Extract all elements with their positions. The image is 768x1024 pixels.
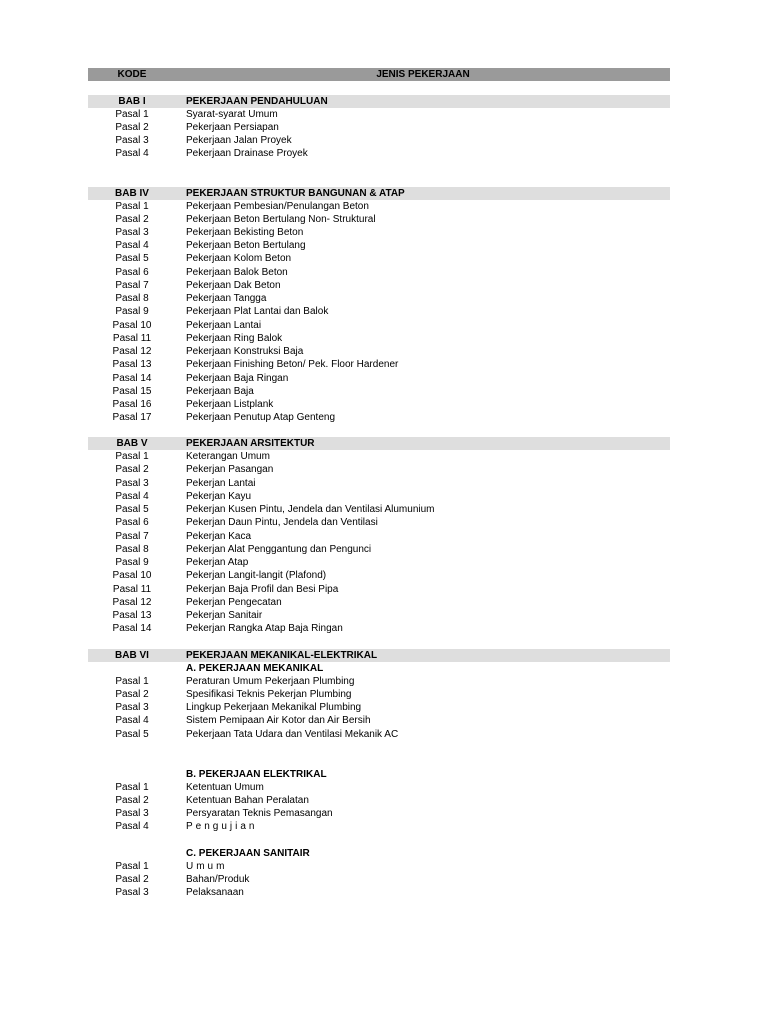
row-jenis-pekerjaan: Pekerjan Atap: [186, 557, 249, 568]
row-jenis-pekerjaan: PEKERJAAN PENDAHULUAN: [186, 96, 328, 107]
row-kode: BAB VI: [115, 650, 149, 661]
row-jenis-pekerjaan: Persyaratan Teknis Pemasangan: [186, 808, 333, 819]
header-jenis-pekerjaan: JENIS PEKERJAAN: [376, 69, 470, 80]
row-jenis-pekerjaan: Pekerjaan Tangga: [186, 293, 267, 304]
bab-row: [88, 437, 670, 450]
row-jenis-pekerjaan: PEKERJAAN ARSITEKTUR: [186, 438, 315, 449]
row-jenis-pekerjaan: Pekerjaan Dak Beton: [186, 280, 281, 291]
row-jenis-pekerjaan: Pekerjan Pengecatan: [186, 597, 282, 608]
table-row: [88, 305, 670, 318]
table-row: [88, 820, 670, 833]
table-row: [88, 556, 670, 569]
table-row: [88, 147, 670, 160]
row-jenis-pekerjaan: Pekerjan Kayu: [186, 491, 252, 502]
row-jenis-pekerjaan: Pekerjaan Baja Ringan: [186, 373, 289, 384]
table-row: [88, 503, 670, 516]
table-row: [88, 372, 670, 385]
row-jenis-pekerjaan: Keterangan Umum: [186, 451, 270, 462]
row-jenis-pekerjaan: Pekerjaan Bekisting Beton: [186, 227, 304, 238]
table-row: [88, 319, 670, 332]
row-jenis-pekerjaan: Pekerjaan Jalan Proyek: [186, 135, 292, 146]
row-jenis-pekerjaan: Pekerjaan Baja: [186, 386, 254, 397]
table-row: [88, 450, 670, 463]
row-jenis-pekerjaan: Pekerjan Pasangan: [186, 464, 274, 475]
table-row: [88, 226, 670, 239]
table-row: [88, 714, 670, 727]
row-jenis-pekerjaan: A. PEKERJAAN MEKANIKAL: [186, 663, 324, 674]
row-kode: Pasal 4: [115, 491, 149, 502]
row-kode: Pasal 3: [115, 227, 149, 238]
row-jenis-pekerjaan: Pekerjan Kusen Pintu, Jendela dan Ventilasi Alumunium: [186, 504, 435, 515]
row-jenis-pekerjaan: Pekerjaan Listplank: [186, 399, 274, 410]
table-row: [88, 332, 670, 345]
row-kode: Pasal 12: [112, 346, 152, 357]
table-row: [88, 701, 670, 714]
row-kode: Pasal 5: [115, 253, 149, 264]
row-jenis-pekerjaan: Pekerjaan Balok Beton: [186, 267, 288, 278]
row-jenis-pekerjaan: Pekerjaan Tata Udara dan Ventilasi Mekanik AC: [186, 729, 399, 740]
row-kode: Pasal 4: [115, 148, 149, 159]
row-jenis-pekerjaan: Pekerjan Daun Pintu, Jendela dan Ventilasi: [186, 517, 378, 528]
table-row: [88, 266, 670, 279]
row-kode: Pasal 1: [115, 676, 149, 687]
table-row: [88, 543, 670, 556]
row-kode: BAB V: [116, 438, 148, 449]
table-row: [88, 200, 670, 213]
row-kode: Pasal 8: [115, 544, 149, 555]
row-kode: Pasal 2: [115, 795, 149, 806]
row-jenis-pekerjaan: Pekerjaan Pembesian/Penulangan Beton: [186, 201, 369, 212]
table-row: [88, 477, 670, 490]
row-kode: Pasal 4: [115, 715, 149, 726]
row-jenis-pekerjaan: Pekerjaan Beton Bertulang Non- Struktural: [186, 214, 376, 225]
table-row: [88, 781, 670, 794]
row-jenis-pekerjaan: Pekerjaan Persiapan: [186, 122, 279, 133]
row-jenis-pekerjaan: Umum: [186, 861, 228, 872]
row-kode: Pasal 7: [115, 280, 149, 291]
row-kode: Pasal 11: [112, 584, 152, 595]
table-row: [88, 688, 670, 701]
row-jenis-pekerjaan: Pengujian: [186, 821, 258, 832]
row-kode: Pasal 12: [112, 597, 152, 608]
row-jenis-pekerjaan: Pekerjan Alat Penggantung dan Pengunci: [186, 544, 372, 555]
row-kode: Pasal 7: [115, 531, 149, 542]
table-row: [88, 398, 670, 411]
table-row: [88, 807, 670, 820]
row-kode: Pasal 9: [115, 306, 149, 317]
bab-row: [88, 95, 670, 108]
row-jenis-pekerjaan: Ketentuan Bahan Peralatan: [186, 795, 309, 806]
row-kode: Pasal 14: [112, 623, 152, 634]
row-kode: Pasal 5: [115, 729, 149, 740]
row-kode: BAB I: [118, 96, 146, 107]
table-row: [88, 886, 670, 899]
row-kode: Pasal 2: [115, 874, 149, 885]
row-kode: Pasal 1: [115, 201, 149, 212]
row-jenis-pekerjaan: Pelaksanaan: [186, 887, 244, 898]
row-jenis-pekerjaan: Pekerjan Baja Profil dan Besi Pipa: [186, 584, 339, 595]
table-row: [88, 530, 670, 543]
row-kode: Pasal 6: [115, 517, 149, 528]
table-row: [88, 873, 670, 886]
row-kode: Pasal 1: [115, 451, 149, 462]
row-jenis-pekerjaan: Pekerjan Langit-langit (Plafond): [186, 570, 327, 581]
row-jenis-pekerjaan: Bahan/Produk: [186, 874, 250, 885]
table-row: [88, 385, 670, 398]
table-row: [88, 860, 670, 873]
table-row: [88, 728, 670, 741]
row-kode: Pasal 6: [115, 267, 149, 278]
table-row: [88, 213, 670, 226]
row-kode: Pasal 3: [115, 887, 149, 898]
row-kode: Pasal 4: [115, 821, 149, 832]
table-row: [88, 292, 670, 305]
row-kode: Pasal 2: [115, 689, 149, 700]
row-kode: Pasal 3: [115, 702, 149, 713]
row-kode: Pasal 1: [115, 109, 149, 120]
row-jenis-pekerjaan: Pekerjaan Finishing Beton/ Pek. Floor Hardener: [186, 359, 399, 370]
row-kode: Pasal 4: [115, 240, 149, 251]
row-kode: Pasal 2: [115, 122, 149, 133]
row-jenis-pekerjaan: Sistem Pemipaan Air Kotor dan Air Bersih: [186, 715, 371, 726]
row-kode: Pasal 8: [115, 293, 149, 304]
row-jenis-pekerjaan: Pekerjan Kaca: [186, 531, 252, 542]
table-header: [88, 68, 670, 81]
row-jenis-pekerjaan: Pekerjaan Konstruksi Baja: [186, 346, 304, 357]
row-jenis-pekerjaan: Pekerjaan Penutup Atap Genteng: [186, 412, 336, 423]
table-row: [88, 463, 670, 476]
row-kode: Pasal 15: [112, 386, 152, 397]
row-jenis-pekerjaan: Pekerjaan Beton Bertulang: [186, 240, 306, 251]
row-jenis-pekerjaan: B. PEKERJAAN ELEKTRIKAL: [186, 769, 327, 780]
header-kode: KODE: [117, 69, 147, 80]
row-kode: Pasal 1: [115, 782, 149, 793]
row-jenis-pekerjaan: Ketentuan Umum: [186, 782, 264, 793]
row-kode: Pasal 3: [115, 478, 149, 489]
row-jenis-pekerjaan: Syarat-syarat Umum: [186, 109, 278, 120]
section-subheading: [88, 662, 670, 675]
table-row: [88, 239, 670, 252]
row-jenis-pekerjaan: C. PEKERJAAN SANITAIR: [186, 848, 310, 859]
row-jenis-pekerjaan: Pekerjaan Lantai: [186, 320, 262, 331]
table-row: [88, 609, 670, 622]
table-row: [88, 108, 670, 121]
row-kode: Pasal 14: [112, 373, 152, 384]
row-jenis-pekerjaan: PEKERJAAN MEKANIKAL-ELEKTRIKAL: [186, 650, 378, 661]
row-kode: Pasal 2: [115, 464, 149, 475]
row-kode: Pasal 16: [112, 399, 152, 410]
row-jenis-pekerjaan: Pekerjaan Ring Balok: [186, 333, 283, 344]
table-row: [88, 252, 670, 265]
row-kode: Pasal 10: [112, 320, 152, 331]
row-kode: Pasal 1: [115, 861, 149, 872]
row-kode: Pasal 11: [112, 333, 152, 344]
row-jenis-pekerjaan: Pekerjan Rangka Atap Baja Ringan: [186, 623, 343, 634]
row-kode: Pasal 5: [115, 504, 149, 515]
row-kode: Pasal 13: [112, 359, 152, 370]
row-kode: Pasal 2: [115, 214, 149, 225]
bab-row: [88, 649, 670, 662]
row-jenis-pekerjaan: Pekerjaan Drainase Proyek: [186, 148, 308, 159]
row-kode: Pasal 17: [112, 412, 152, 423]
row-jenis-pekerjaan: Peraturan Umum Pekerjaan Plumbing: [186, 676, 355, 687]
row-kode: Pasal 13: [112, 610, 152, 621]
table-row: [88, 622, 670, 635]
table-row: [88, 516, 670, 529]
table-row: [88, 583, 670, 596]
table-row: [88, 121, 670, 134]
row-jenis-pekerjaan: Pekerjan Sanitair: [186, 610, 263, 621]
table-row: [88, 596, 670, 609]
table-row: [88, 279, 670, 292]
row-jenis-pekerjaan: Spesifikasi Teknis Pekerjan Plumbing: [186, 689, 352, 700]
row-jenis-pekerjaan: Pekerjan Lantai: [186, 478, 256, 489]
row-jenis-pekerjaan: Pekerjaan Kolom Beton: [186, 253, 292, 264]
bab-row: [88, 187, 670, 200]
table-row: [88, 794, 670, 807]
row-kode: BAB IV: [115, 188, 149, 199]
table-row: [88, 675, 670, 688]
section-subheading: [88, 847, 670, 860]
table-row: [88, 358, 670, 371]
row-jenis-pekerjaan: Lingkup Pekerjaan Mekanikal Plumbing: [186, 702, 362, 713]
section-subheading: [88, 768, 670, 781]
row-jenis-pekerjaan: PEKERJAAN STRUKTUR BANGUNAN & ATAP: [186, 188, 405, 199]
row-jenis-pekerjaan: Pekerjaan Plat Lantai dan Balok: [186, 306, 329, 317]
table-row: [88, 134, 670, 147]
row-kode: Pasal 3: [115, 135, 149, 146]
row-kode: Pasal 9: [115, 557, 149, 568]
table-row: [88, 569, 670, 582]
row-kode: Pasal 3: [115, 808, 149, 819]
table-row: [88, 411, 670, 424]
table-row: [88, 345, 670, 358]
row-kode: Pasal 10: [112, 570, 152, 581]
table-row: [88, 490, 670, 503]
